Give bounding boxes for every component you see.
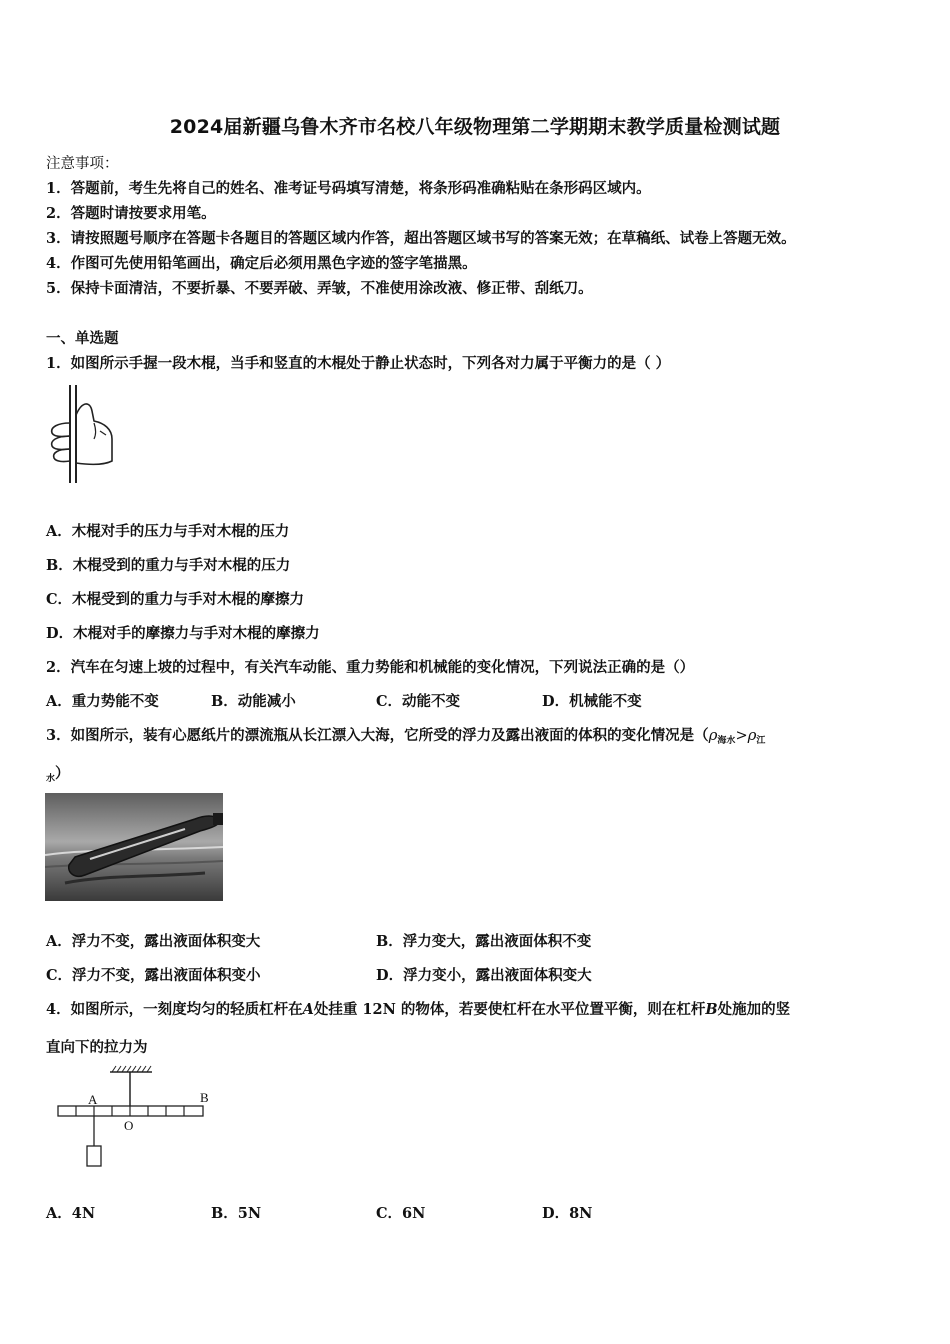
section-heading: 一、单选题 bbox=[46, 330, 119, 347]
q2-option-c: C．动能不变 bbox=[376, 693, 461, 710]
q4-stem-part1: 4．如图所示，一刻度均匀的轻质杠杆在 bbox=[46, 1001, 303, 1018]
floating-bottle-photo bbox=[45, 793, 225, 903]
notice-heading: 注意事项： bbox=[46, 156, 119, 172]
q4-stem-part3: 处施加的竖 bbox=[717, 1001, 791, 1018]
q4-option-b: B．5N bbox=[211, 1205, 262, 1222]
notice-item: 4．作图可先使用铅笔画出，确定后必须用黑色字迹的签字笔描黑。 bbox=[46, 255, 477, 272]
label-a: A bbox=[88, 1092, 98, 1107]
hand-holding-stick-figure bbox=[44, 383, 116, 485]
q4-stem-part2: 处挂重 12N 的物体，若要使杠杆在水平位置平衡，则在杠杆 bbox=[313, 1001, 706, 1018]
q1-option-b: B．木棍受到的重力与手对木棍的压力 bbox=[46, 557, 291, 574]
q3-option-b: B．浮力变大，露出液面体积不变 bbox=[376, 933, 592, 950]
point-a-label: A bbox=[302, 1001, 314, 1018]
lever-diagram bbox=[52, 1064, 217, 1172]
rho-symbol: ρ bbox=[708, 726, 718, 744]
closing-paren: ） bbox=[55, 765, 70, 782]
q4-option-a: A．4N bbox=[46, 1205, 96, 1222]
q4-option-c: C．6N bbox=[376, 1205, 426, 1222]
notice-item: 5．保持卡面清洁，不要折暴、不要弄破、弄皱，不准使用涂改液、修正带、刮纸刀。 bbox=[46, 280, 593, 297]
notice-item: 3．请按照题号顺序在答题卡各题目的答题区域内作答，超出答题区域书写的答案无效；在草稿纸、试卷上答题无效。 bbox=[46, 230, 796, 247]
q4-stem bbox=[46, 998, 790, 1019]
subscript-sea-water: 海水 bbox=[717, 736, 736, 746]
q3-option-d: D．浮力变小，露出液面体积变大 bbox=[376, 967, 592, 984]
notice-item: 1．答题前，考生先将自己的姓名、准考证号码填写清楚，将条形码准确粘贴在条形码区域内。 bbox=[46, 180, 651, 197]
greater-than-sign: > bbox=[735, 728, 748, 744]
subscript-river: 江 bbox=[756, 736, 766, 746]
notice-item: 2．答题时请按要求用笔。 bbox=[46, 205, 216, 222]
label-o: O bbox=[124, 1118, 134, 1133]
q1-option-c: C．木棍受到的重力与手对木棍的摩擦力 bbox=[46, 591, 305, 608]
q1-option-a: A．木棍对手的压力与手对木棍的压力 bbox=[46, 523, 290, 540]
q3-option-c: C．浮力不变，露出液面体积变小 bbox=[46, 967, 261, 984]
rho-symbol: ρ bbox=[747, 726, 757, 744]
q3-stem bbox=[46, 724, 765, 746]
label-b: B bbox=[200, 1090, 209, 1105]
q2-option-a: A．重力势能不变 bbox=[46, 693, 159, 710]
q1-stem: 1．如图所示手握一段木棍，当手和竖直的木棍处于静止状态时，下列各对力属于平衡力的是（ ） bbox=[46, 355, 671, 372]
hanging-weight bbox=[87, 1146, 101, 1166]
q2-option-b: B．动能减小 bbox=[211, 693, 296, 710]
q4-option-d: D．8N bbox=[542, 1205, 593, 1222]
q2-stem: 2．汽车在匀速上坡的过程中，有关汽车动能、重力势能和机械能的变化情况，下列说法正确的是（） bbox=[46, 659, 695, 676]
q3-stem-text: 3．如图所示，装有心愿纸片的漂流瓶从长江漂入大海，它所受的浮力及露出液面的体积的变化情况是（ bbox=[46, 727, 709, 744]
page-title: 2024届新疆乌鲁木齐市名校八年级物理第二学期期末教学质量检测试题 bbox=[169, 116, 781, 138]
q1-option-d: D．木棍对手的摩擦力与手对木棍的摩擦力 bbox=[46, 625, 320, 642]
ceiling-hatching bbox=[112, 1066, 151, 1072]
point-b-label: B bbox=[705, 1001, 718, 1018]
q3-stem-continued bbox=[46, 762, 70, 784]
q2-option-d: D．机械能不变 bbox=[542, 693, 642, 710]
subscript-water: 水 bbox=[46, 774, 56, 784]
q4-stem-line2: 直向下的拉力为 bbox=[46, 1039, 148, 1056]
q3-option-a: A．浮力不变，露出液面体积变大 bbox=[46, 933, 261, 950]
